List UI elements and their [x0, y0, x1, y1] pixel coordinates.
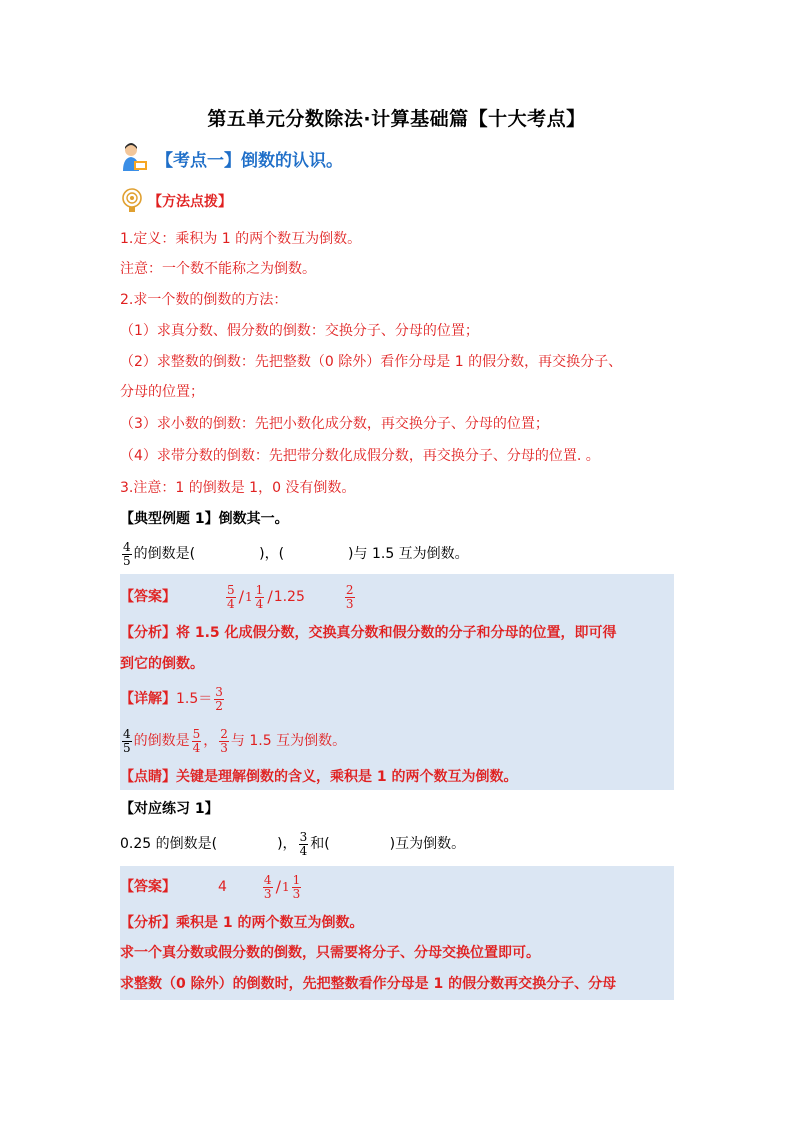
method-line-6: （3）求小数的倒数：先把小数化成分数，再交换分子、分母的位置； [120, 416, 549, 432]
example1-analysis-a: 【分析】将 1.5 化成假分数，交换真分数和假分数的分子和分母的位置，即可得 [120, 625, 617, 641]
kaodian-header [120, 140, 343, 176]
example1-answer [120, 580, 357, 614]
question-text: 的倒数是( [133, 546, 196, 562]
method-line-8: 3.注意：1 的倒数是 1，0 没有倒数。 [120, 480, 356, 496]
practice1-analysis-3: 求整数（0 除外）的倒数时，先把整数看作分母是 1 的假分数再交换分子、分母 [120, 976, 617, 992]
example1-analysis-b: 到它的倒数。 [120, 656, 204, 672]
question-text: )，( [259, 546, 285, 562]
example1-tip: 【点睛】关键是理解倒数的含义，乘积是 1 的两个数互为倒数。 [120, 769, 518, 785]
question-text: )与 1.5 互为倒数。 [348, 546, 469, 562]
fraction: $\frac{4}{5}$ [123, 539, 131, 568]
page-title: 第五单元分数除法·计算基础篇【十大考点】 [207, 108, 586, 130]
kaodian-title: 【考点一】倒数的认识。 [156, 150, 343, 171]
method-header [120, 186, 232, 216]
method-line-7: （4）求带分数的倒数：先把带分数化成假分数，再交换分子、分母的位置. 。 [120, 448, 600, 464]
method-line-4: （1）求真分数、假分数的倒数：交换分子、分母的位置； [120, 323, 479, 339]
method-label: 【方法点拨】 [148, 194, 232, 210]
teacher-icon [120, 141, 148, 175]
method-line-1: 1.定义：乘积为 1 的两个数互为倒数。 [120, 231, 362, 247]
method-line-2: 注意：一个数不能称之为倒数。 [120, 261, 316, 277]
answer-label: 【答案】 [120, 589, 176, 605]
example1-detail-b: $\frac{4}{5}$ 的倒数是 $\frac{5}{4}$ ， $\frac{2}{3}$ 与 1.5 互为倒数。 [123, 726, 347, 755]
method-line-5a: （2）求整数的倒数：先把整数（0 除外）看作分母是 1 的假分数，再交换分子、 [120, 354, 623, 370]
practice1-analysis-1: 【分析】乘积是 1 的两个数互为倒数。 [120, 915, 364, 931]
practice1-answer: 【答案】 4 $\frac{4}{3}$ / 1 $\frac{1}{3}$ [120, 872, 301, 901]
answer-value: $\frac{5}{4}$ / 1 $\frac{1}{4}$ / 1.25 [227, 582, 305, 611]
method-line-3: 2.求一个数的倒数的方法： [120, 292, 288, 308]
answer-value-2: $\frac{2}{3}$ [345, 582, 354, 611]
method-line-5b: 分母的位置； [120, 384, 204, 400]
example1-detail-a: 【详解】 1.5＝ $\frac{3}{2}$ [120, 684, 223, 713]
example1-question [120, 537, 469, 571]
example1-header: 【典型例题 1】倒数其一。 [120, 511, 289, 527]
lightbulb-icon [120, 187, 144, 215]
practice1-question: 0.25 的倒数是( )， $\frac{3}{4}$ 和( )互为倒数。 [120, 829, 466, 858]
practice1-header: 【对应练习 1】 [120, 801, 219, 817]
practice1-analysis-2: 求一个真分数或假分数的倒数，只需要将分子、分母交换位置即可。 [120, 945, 540, 961]
